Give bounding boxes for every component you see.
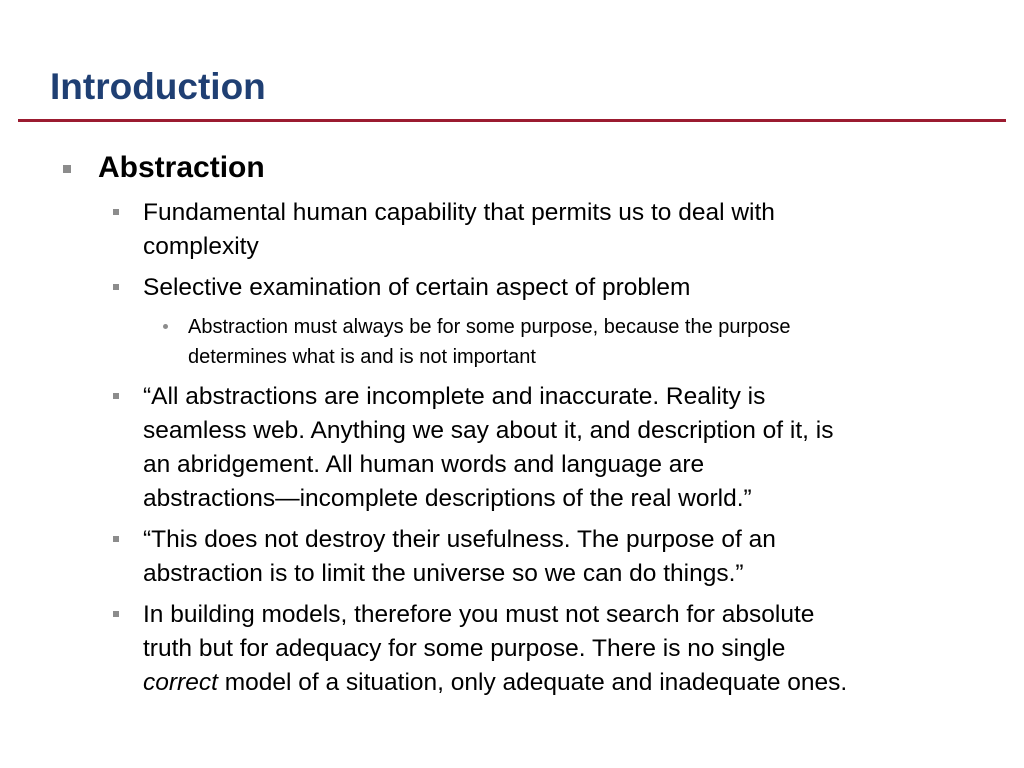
square-bullet-icon xyxy=(113,393,119,399)
slide-title: Introduction xyxy=(50,66,266,107)
title-divider xyxy=(18,119,1006,122)
sub-bullet-text: Abstraction must always be for some purpose, because the purpose xyxy=(188,316,791,338)
bullet-text: In building models, therefore you must not search for absolute xyxy=(143,601,815,628)
emphasis-correct: correct xyxy=(143,669,218,696)
bullet-text-rest: model of a situation, only adequate and inadequate ones. xyxy=(217,669,848,696)
bullet-text: Fundamental human capability that permits us to deal with xyxy=(143,199,775,226)
bullet-text: “All abstractions are incomplete and inaccurate. Reality is xyxy=(143,383,766,410)
square-bullet-icon xyxy=(113,536,119,542)
square-bullet-icon xyxy=(113,284,119,290)
bullet-text: seamless web. Anything we say about it, and description of it, is xyxy=(143,417,834,444)
bullet-text: “This does not destroy their usefulness. The purpose of an xyxy=(143,526,776,553)
bullet-text: abstraction is to limit the universe so we can do things.” xyxy=(143,560,744,587)
bullet-text: truth but for adequacy for some purpose. There is no single xyxy=(143,635,786,662)
dot-bullet-icon xyxy=(163,324,168,329)
square-bullet-icon xyxy=(113,611,119,617)
bullet-text: complexity xyxy=(143,233,259,260)
square-bullet-icon xyxy=(63,165,71,173)
sub-bullet-text: determines what is and is not important xyxy=(188,346,536,368)
bullet-text-last-line xyxy=(143,666,847,700)
bullet-heading: Abstraction xyxy=(98,151,265,184)
bullet-text: abstractions—incomplete descriptions of the real world.” xyxy=(143,485,752,512)
square-bullet-icon xyxy=(113,209,119,215)
bullet-text: Selective examination of certain aspect of problem xyxy=(143,274,691,301)
bullet-text: an abridgement. All human words and language are xyxy=(143,451,705,478)
